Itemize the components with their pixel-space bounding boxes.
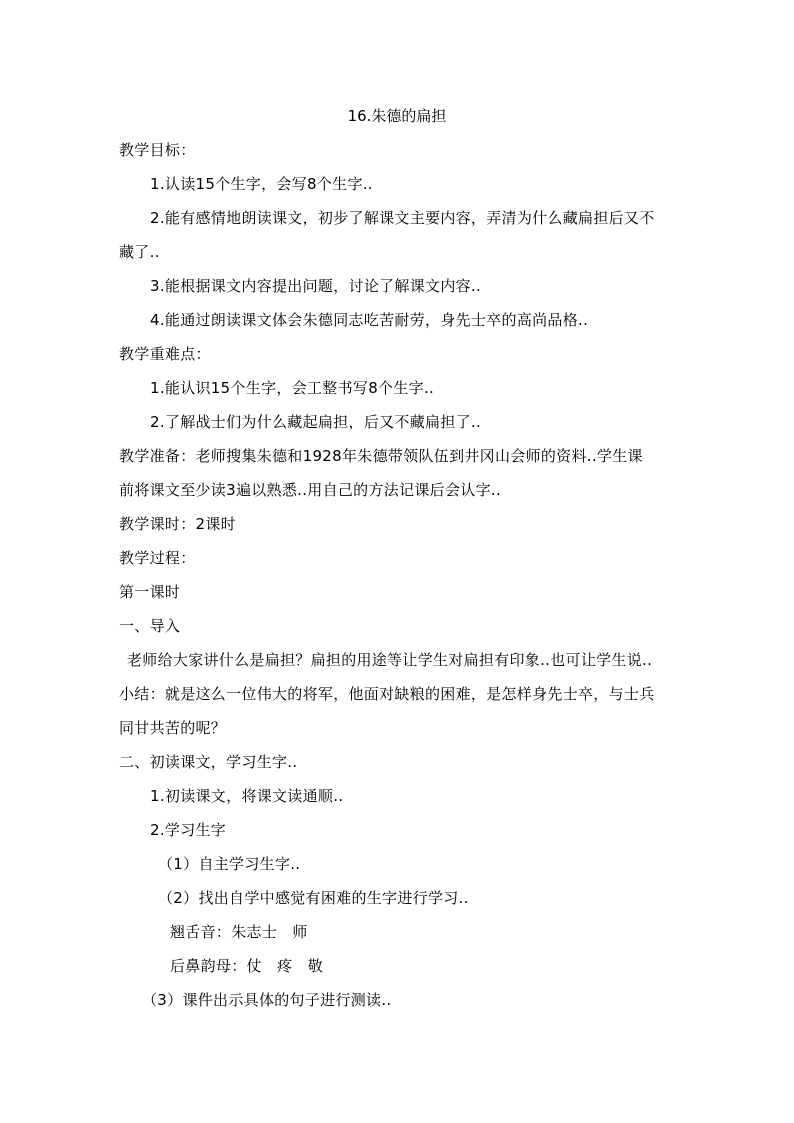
class-hours: 教学课时：2课时 — [119, 515, 236, 533]
objective-4: 4.能通过朗读课文体会朱德同志吃苦耐劳，身先士卒的高尚品格.. — [150, 311, 589, 329]
summary-line-continued: 同甘共苦的呢？ — [119, 719, 227, 737]
document-title: 16.朱德的扁担 — [347, 107, 447, 125]
section-heading-process: 教学过程： — [119, 549, 196, 567]
step-heading-first-reading: 二、初读课文，学习生字.. — [119, 753, 298, 771]
retroflex-words: 翘舌音：朱志士 师 — [170, 923, 308, 941]
preparation-text-continued: 前将课文至少读3遍以熟悉..用自己的方法记课后会认字.. — [119, 481, 502, 499]
section-heading-objectives: 教学目标： — [119, 141, 196, 159]
sub-item-2: （2）找出自学中感觉有困难的生字进行学习.. — [158, 889, 469, 907]
key-point-2: 2.了解战士们为什么藏起扁担，后又不藏扁担了.. — [150, 413, 482, 431]
section-heading-key-points: 教学重难点： — [119, 345, 211, 363]
key-point-1: 1.能认识15个生字，会工整书写8个生字.. — [150, 379, 435, 397]
summary-line: 小结：就是这么一位伟大的将军，他面对缺粮的困难，是怎样身先士卒，与士兵 — [119, 685, 655, 703]
intro-paragraph: 老师给大家讲什么是扁担？扁担的用途等让学生对扁担有印象..也可让学生说.. — [127, 651, 653, 669]
back-nasal-words: 后鼻韵母：仗 疼 敬 — [170, 957, 324, 975]
objective-3: 3.能根据课文内容提出问题，讨论了解课文内容.. — [150, 277, 482, 295]
reading-item-2: 2.学习生字 — [150, 821, 227, 839]
objective-1: 1.认读15个生字，会写8个生字.. — [150, 175, 373, 193]
objective-2: 2.能有感情地朗读课文，初步了解课文主要内容，弄清为什么藏扁担后又不 — [150, 209, 655, 227]
preparation-text: 教学准备：老师搜集朱德和1928年朱德带领队伍到井冈山会师的资料..学生课 — [119, 447, 643, 465]
lesson-heading-first: 第一课时 — [119, 583, 181, 601]
sub-item-3: （3）课件出示具体的句子进行测读.. — [142, 991, 392, 1009]
objective-2-continued: 藏了.. — [119, 243, 160, 261]
step-heading-intro: 一、导入 — [119, 617, 181, 635]
reading-item-1: 1.初读课文，将课文读通顺.. — [150, 787, 344, 805]
sub-item-1: （1）自主学习生字.. — [158, 855, 301, 873]
